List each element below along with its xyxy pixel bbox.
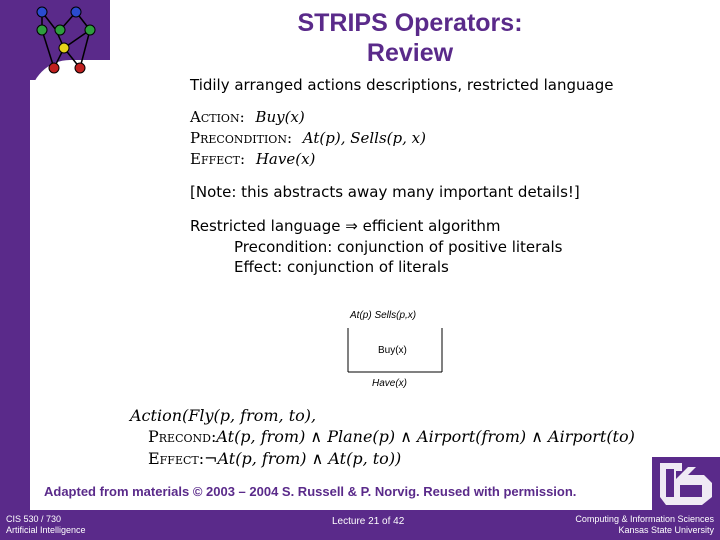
left-border-band [0, 0, 30, 510]
footer-lecture: Lecture 21 of 42 [332, 516, 405, 527]
restricted-line3: Effect: conjunction of literals [234, 258, 449, 276]
graph-node-icon [55, 25, 65, 35]
graph-network-logo [30, 2, 105, 77]
footer-course [6, 514, 86, 536]
fly-precondition-value: At(p, from) ∧ Plane(p) ∧ Airport(from) ∧ Airport(to) [216, 427, 635, 446]
effect-line [190, 150, 315, 168]
fly-effect-value: ¬At(p, from) ∧ At(p, to)) [204, 449, 402, 468]
footer-course-name: Artificial Intelligence [6, 525, 86, 535]
action-value: Buy(x) [255, 108, 305, 126]
graph-node-icon [85, 25, 95, 35]
slide-title-line1: STRIPS Operators: [297, 9, 523, 37]
action-line [190, 108, 305, 126]
footer-department [575, 514, 714, 536]
graph-node-icon [37, 7, 47, 17]
fly-action-line: Action(Fly(p, from, to), [130, 406, 317, 425]
graph-node-icon [49, 63, 59, 73]
graph-node-icon [59, 43, 69, 53]
diagram-effect-label: Have(x) [372, 378, 408, 389]
footer-department-name: Computing & Information Sciences [575, 514, 714, 524]
graph-node-icon [71, 7, 81, 17]
attribution-text: Adapted from materials © 2003 – 2004 S. Russell & P. Norvig. Reused with permission. [44, 484, 577, 499]
wildcat-icon [652, 457, 720, 510]
slide-title-line2: Review [366, 39, 454, 67]
fly-effect-label: Effect: [148, 449, 205, 468]
kansas-state-logo [652, 457, 720, 510]
footer-course-number: CIS 530 / 730 [6, 514, 62, 524]
action-label: Action: [190, 108, 245, 126]
fly-effect-line [148, 449, 401, 468]
graph-node-icon [37, 25, 47, 35]
restricted-line1: Restricted language ⇒ efficient algorithm [190, 217, 501, 235]
note-text: [Note: this abstracts away many important details!] [190, 183, 580, 201]
precondition-label: Precondition: [190, 129, 293, 147]
intro-text: Tidily arranged actions descriptions, restricted language [190, 76, 614, 94]
effect-value: Have(x) [255, 150, 316, 168]
precondition-value: At(p), Sells(p, x) [302, 129, 426, 147]
fly-precondition-label: Precond: [148, 427, 217, 446]
fly-precondition-line [148, 427, 635, 446]
restricted-line2: Precondition: conjunction of positive literals [234, 238, 563, 256]
slide-title [180, 8, 640, 68]
precondition-line [190, 129, 426, 147]
effect-label: Effect: [190, 150, 246, 168]
diagram-precondition-label: At(p) Sells(p,x) [350, 310, 417, 321]
footer-university-name: Kansas State University [618, 525, 714, 535]
graph-node-icon [75, 63, 85, 73]
diagram-action-label: Buy(x) [378, 345, 407, 356]
